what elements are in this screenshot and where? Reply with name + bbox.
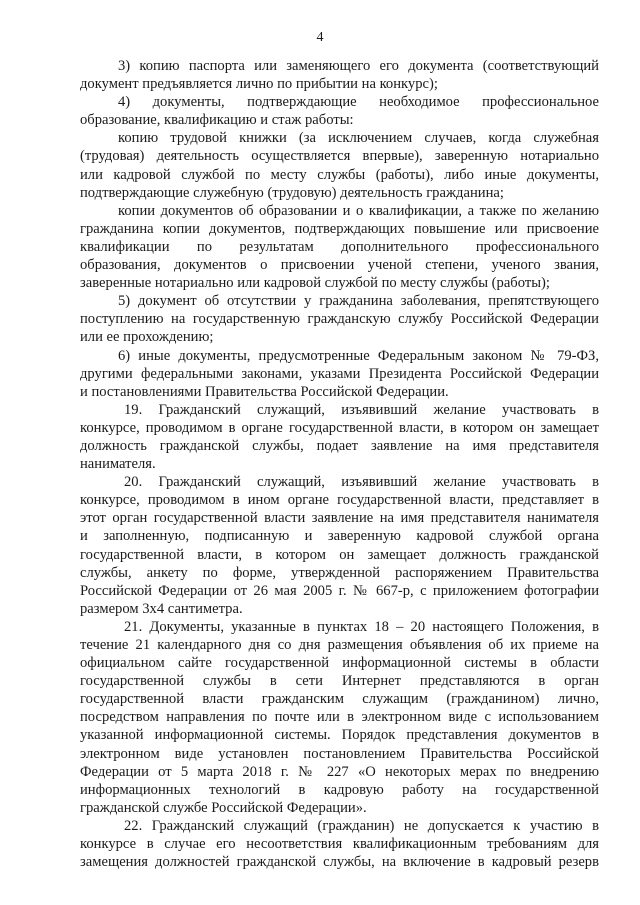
text-line: квалификации по результатам дополнительного профессионального: [80, 238, 599, 255]
text-line: замещения должностей гражданской службы, на включение в кадровый резерв: [80, 854, 599, 871]
text-line: течение 21 календарного дня со дня размещения объявления об их приеме на: [80, 637, 599, 653]
text-line: нанимателя.: [80, 456, 156, 473]
page-number: 4: [316, 30, 324, 45]
text-line: 5) документ об отсутствии у гражданина заболевания, препятствующего: [118, 293, 599, 310]
text-line: должность гражданской службы, подает заявление на имя представителя: [80, 437, 599, 454]
text-line: 22. Гражданский служащий (гражданин) не допускается к участию в: [124, 817, 599, 834]
text-line: образование, квалификацию и стаж работы:: [80, 112, 354, 129]
text-line: службы, анкету по форме, утвержденной распоряжением Правительства: [80, 564, 599, 581]
text-line: образования, документов о присвоении ученой степени, ученого звания,: [80, 257, 599, 274]
text-line: государственной власти, в котором он замещает должность гражданской: [80, 546, 599, 563]
text-line: государственной власти гражданским служащим (гражданином) лично,: [80, 691, 599, 708]
text-line: этот орган государственной власти заявление на имя представителя нанимателя: [80, 510, 599, 527]
text-line: заверенные нотариально или кадровой службой по месту службы (работы);: [80, 275, 550, 292]
text-line: гражданина копии документов, подтверждающих повышение или присвоение: [80, 220, 599, 237]
text-line: государственной службы в сети Интернет представляются в орган: [80, 673, 599, 690]
text-line: 6) иные документы, предусмотренные Федеральным законом № 79-ФЗ,: [118, 347, 599, 364]
text-line: 3) копию паспорта или заменяющего его документа (соответствующий: [118, 58, 599, 74]
text-line: 21. Документы, указанные в пунктах 18 – 20 настоящего Положения, в: [124, 618, 599, 635]
text-line: подтверждающие служебную (трудовую) деятельность гражданина;: [80, 184, 504, 201]
text-line: 20. Гражданский служащий, изъявивший желание участвовать в: [124, 474, 599, 491]
text-line: официальном сайте государственной информационной системы в области: [80, 655, 599, 672]
text-line: информационных технологий в кадровую работу на государственной: [80, 781, 599, 798]
text-line: копию трудовой книжки (за исключением случаев, когда служебная: [118, 130, 599, 147]
text-line: или кадровой службой по месту службы (работы), либо иные документы,: [80, 166, 599, 183]
text-line: и постановлениями Правительства Российской Федерации.: [80, 383, 449, 400]
text-line: документ предъявляется лично по прибытии на конкурс);: [80, 76, 438, 93]
text-line: и заполненную, подписанную и заверенную кадровой службой органа: [80, 528, 599, 545]
text-line: Федерации от 5 марта 2018 г. № 227 «О некоторых мерах по внедрению: [80, 763, 599, 780]
text-line: 19. Гражданский служащий, изъявивший желание участвовать в: [124, 401, 599, 418]
text-line: (трудовая) деятельность осуществляется впервые), заверенную нотариально: [80, 148, 599, 165]
text-line: поступлению на государственную гражданскую службу Российской Федерации: [80, 311, 599, 328]
text-line: Российской Федерации от 26 мая 2005 г. № 667-р, с приложением фотографии: [80, 582, 599, 599]
text-line: электронном виде установлен постановлением Правительства Российской: [80, 745, 599, 762]
text-line: 4) документы, подтверждающие необходимое профессиональное: [118, 94, 599, 111]
text-line: конкурсе в случае его несоответствия квалификационным требованиям для: [80, 836, 599, 853]
text-line: другими федеральными законами, указами Президента Российской Федерации: [80, 365, 599, 382]
document-body: [80, 57, 599, 871]
text-line: указанной информационной системы. Порядок представления документов в: [80, 727, 599, 744]
text-line: гражданской службе Российской Федерации».: [80, 799, 367, 816]
text-line: посредством направления по почте или в электронном виде с использованием: [80, 709, 599, 726]
text-line: конкурсе, проводимом в ином органе государственной власти, представляет в: [80, 492, 599, 509]
text-line: или ее прохождению;: [80, 329, 214, 346]
text-line: копии документов об образовании и о квалификации, а также по желанию: [118, 202, 599, 219]
text-line: размером 3х4 сантиметра.: [80, 600, 243, 617]
text-line: конкурсе, проводимом в органе государственной власти, в котором он замещает: [80, 419, 599, 436]
